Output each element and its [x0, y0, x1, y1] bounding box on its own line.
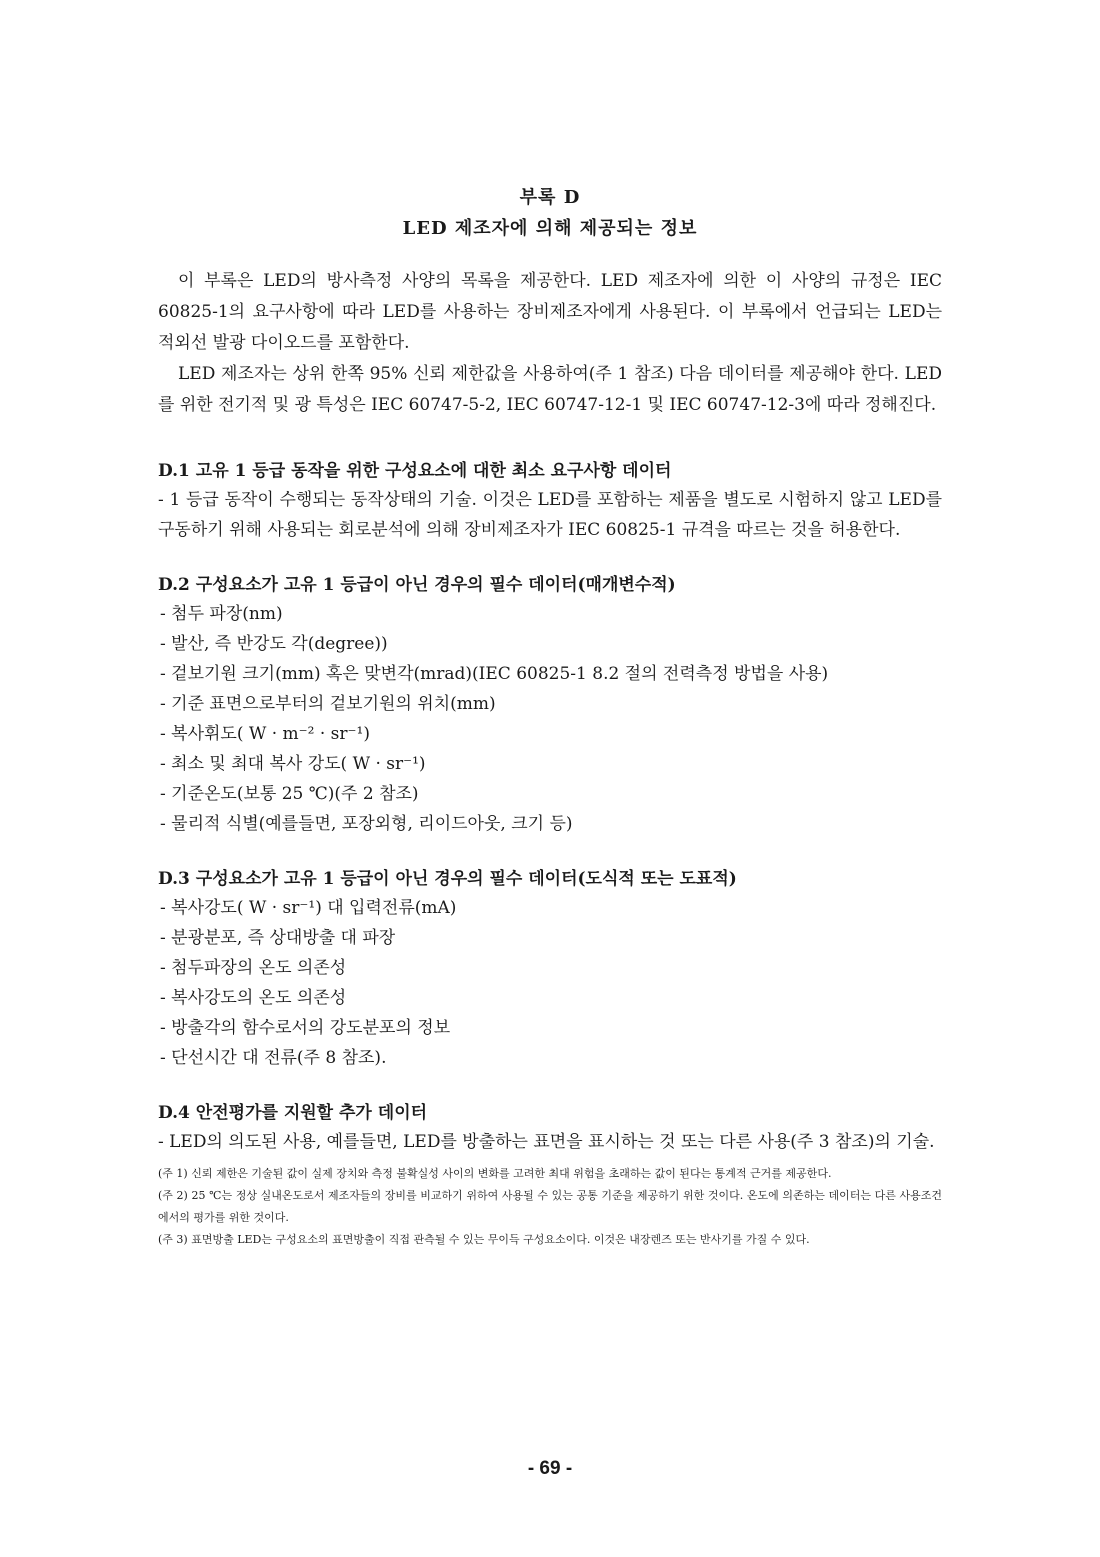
section-d2-heading: D.2 구성요소가 고유 1 등급이 아닌 경우의 필수 데이터(매개변수적): [158, 575, 676, 595]
list-item: - 발산, 즉 반강도 각(degree)): [160, 634, 388, 654]
list-item: - 최소 및 최대 복사 강도( W · sr⁻¹): [160, 754, 426, 774]
section-d4: [158, 1099, 942, 1157]
appendix-label: 부록 D: [519, 187, 581, 208]
list-item: - 기준온도(보통 25 ℃)(주 2 참조): [160, 784, 419, 804]
section-d4-text: - LED의 의도된 사용, 예를들면, LED를 방출하는 표면을 표시하는 것 또는 다른 사용(주 3 참조)의 기술.: [158, 1132, 935, 1152]
document-body: [158, 266, 942, 1251]
section-d2: [158, 571, 942, 839]
list-item: - 겉보기원 크기(mm) 혹은 맞변각(mrad)(IEC 60825-1 8.2 절의 전력측정 방법을 사용): [160, 664, 829, 684]
section-d3-list: [158, 893, 942, 1073]
footnote-1: (주 1) 신뢰 제한은 기술된 값이 실제 장치와 측정 불확실성 사이의 변화를 고려한 최대 위험을 초래하는 값이 된다는 통계적 근거를 제공한다.: [158, 1167, 832, 1180]
section-d4-heading: D.4 안전평가를 지원할 추가 데이터: [158, 1103, 428, 1123]
list-item: - 복사휘도( W · m⁻² · sr⁻¹): [160, 724, 370, 744]
list-item: - 첨두 파장(nm): [160, 604, 283, 624]
list-item: - 단선시간 대 전류(주 8 참조).: [160, 1048, 387, 1068]
intro-paragraph-1: 이 부록은 LED의 방사측정 사양의 목록을 제공한다. LED 제조자에 의한 이 사양의 규정은 IEC 60825-1의 요구사항에 따라 LED를 사용하는 장비제조자에게 사용된다. 이 부록에서 언급되는 LED는 적외선 발광 다이오드를 포함한다.: [158, 271, 942, 353]
section-d1-text: - 1 등급 동작이 수행되는 동작상태의 기술. 이것은 LED를 포함하는 제품을 별도로 시험하지 않고 LED를 구동하기 위해 사용되는 회로분석에 의해 장비제조자가 IEC 60825-1 규격을 따르는 것을 허용한다.: [158, 490, 942, 540]
section-d1: [158, 457, 942, 545]
list-item: - 복사강도의 온도 의존성: [160, 988, 347, 1008]
list-item: - 복사강도( W · sr⁻¹) 대 입력전류(mA): [160, 898, 457, 918]
list-item: - 기준 표면으로부터의 겉보기원의 위치(mm): [160, 694, 496, 714]
section-d2-list: [158, 599, 942, 839]
section-d3-heading: D.3 구성요소가 고유 1 등급이 아닌 경우의 필수 데이터(도식적 또는 도표적): [158, 869, 737, 889]
footnotes: [158, 1163, 942, 1251]
footnote-2: (주 2) 25 ℃는 정상 실내온도로서 제조자들의 장비를 비교하기 위하여 사용될 수 있는 공통 기준을 제공하기 위한 것이다. 온도에 의존하는 데이터는 다른 사용조건에서의 평가를 위한 것이다.: [158, 1189, 942, 1224]
footnote-3: (주 3) 표면방출 LED는 구성요소의 표면방출이 직접 관측될 수 있는 무이득 구성요소이다. 이것은 내장렌즈 또는 반사기를 가질 수 있다.: [158, 1233, 810, 1246]
intro-paragraph-2: LED 제조자는 상위 한쪽 95% 신뢰 제한값을 사용하여(주 1 참조) 다음 데이터를 제공해야 한다. LED를 위한 전기적 및 광 특성은 IEC 60747-5-2, IEC 60747-12-1 및 IEC 60747-12-3에 따라 정해진다.: [158, 364, 942, 415]
list-item: - 분광분포, 즉 상대방출 대 파장: [160, 928, 396, 948]
list-item: - 방출각의 함수로서의 강도분포의 정보: [160, 1018, 451, 1038]
appendix-title: LED 제조자에 의해 제공되는 정보: [402, 218, 698, 239]
section-d3: [158, 865, 942, 1073]
section-d1-heading: D.1 고유 1 등급 동작을 위한 구성요소에 대한 최소 요구사항 데이터: [158, 461, 672, 481]
list-item: - 첨두파장의 온도 의존성: [160, 958, 347, 978]
page-number: - 69 -: [527, 1458, 573, 1479]
list-item: - 물리적 식별(예를들면, 포장외형, 리이드아웃, 크기 등): [160, 814, 573, 834]
